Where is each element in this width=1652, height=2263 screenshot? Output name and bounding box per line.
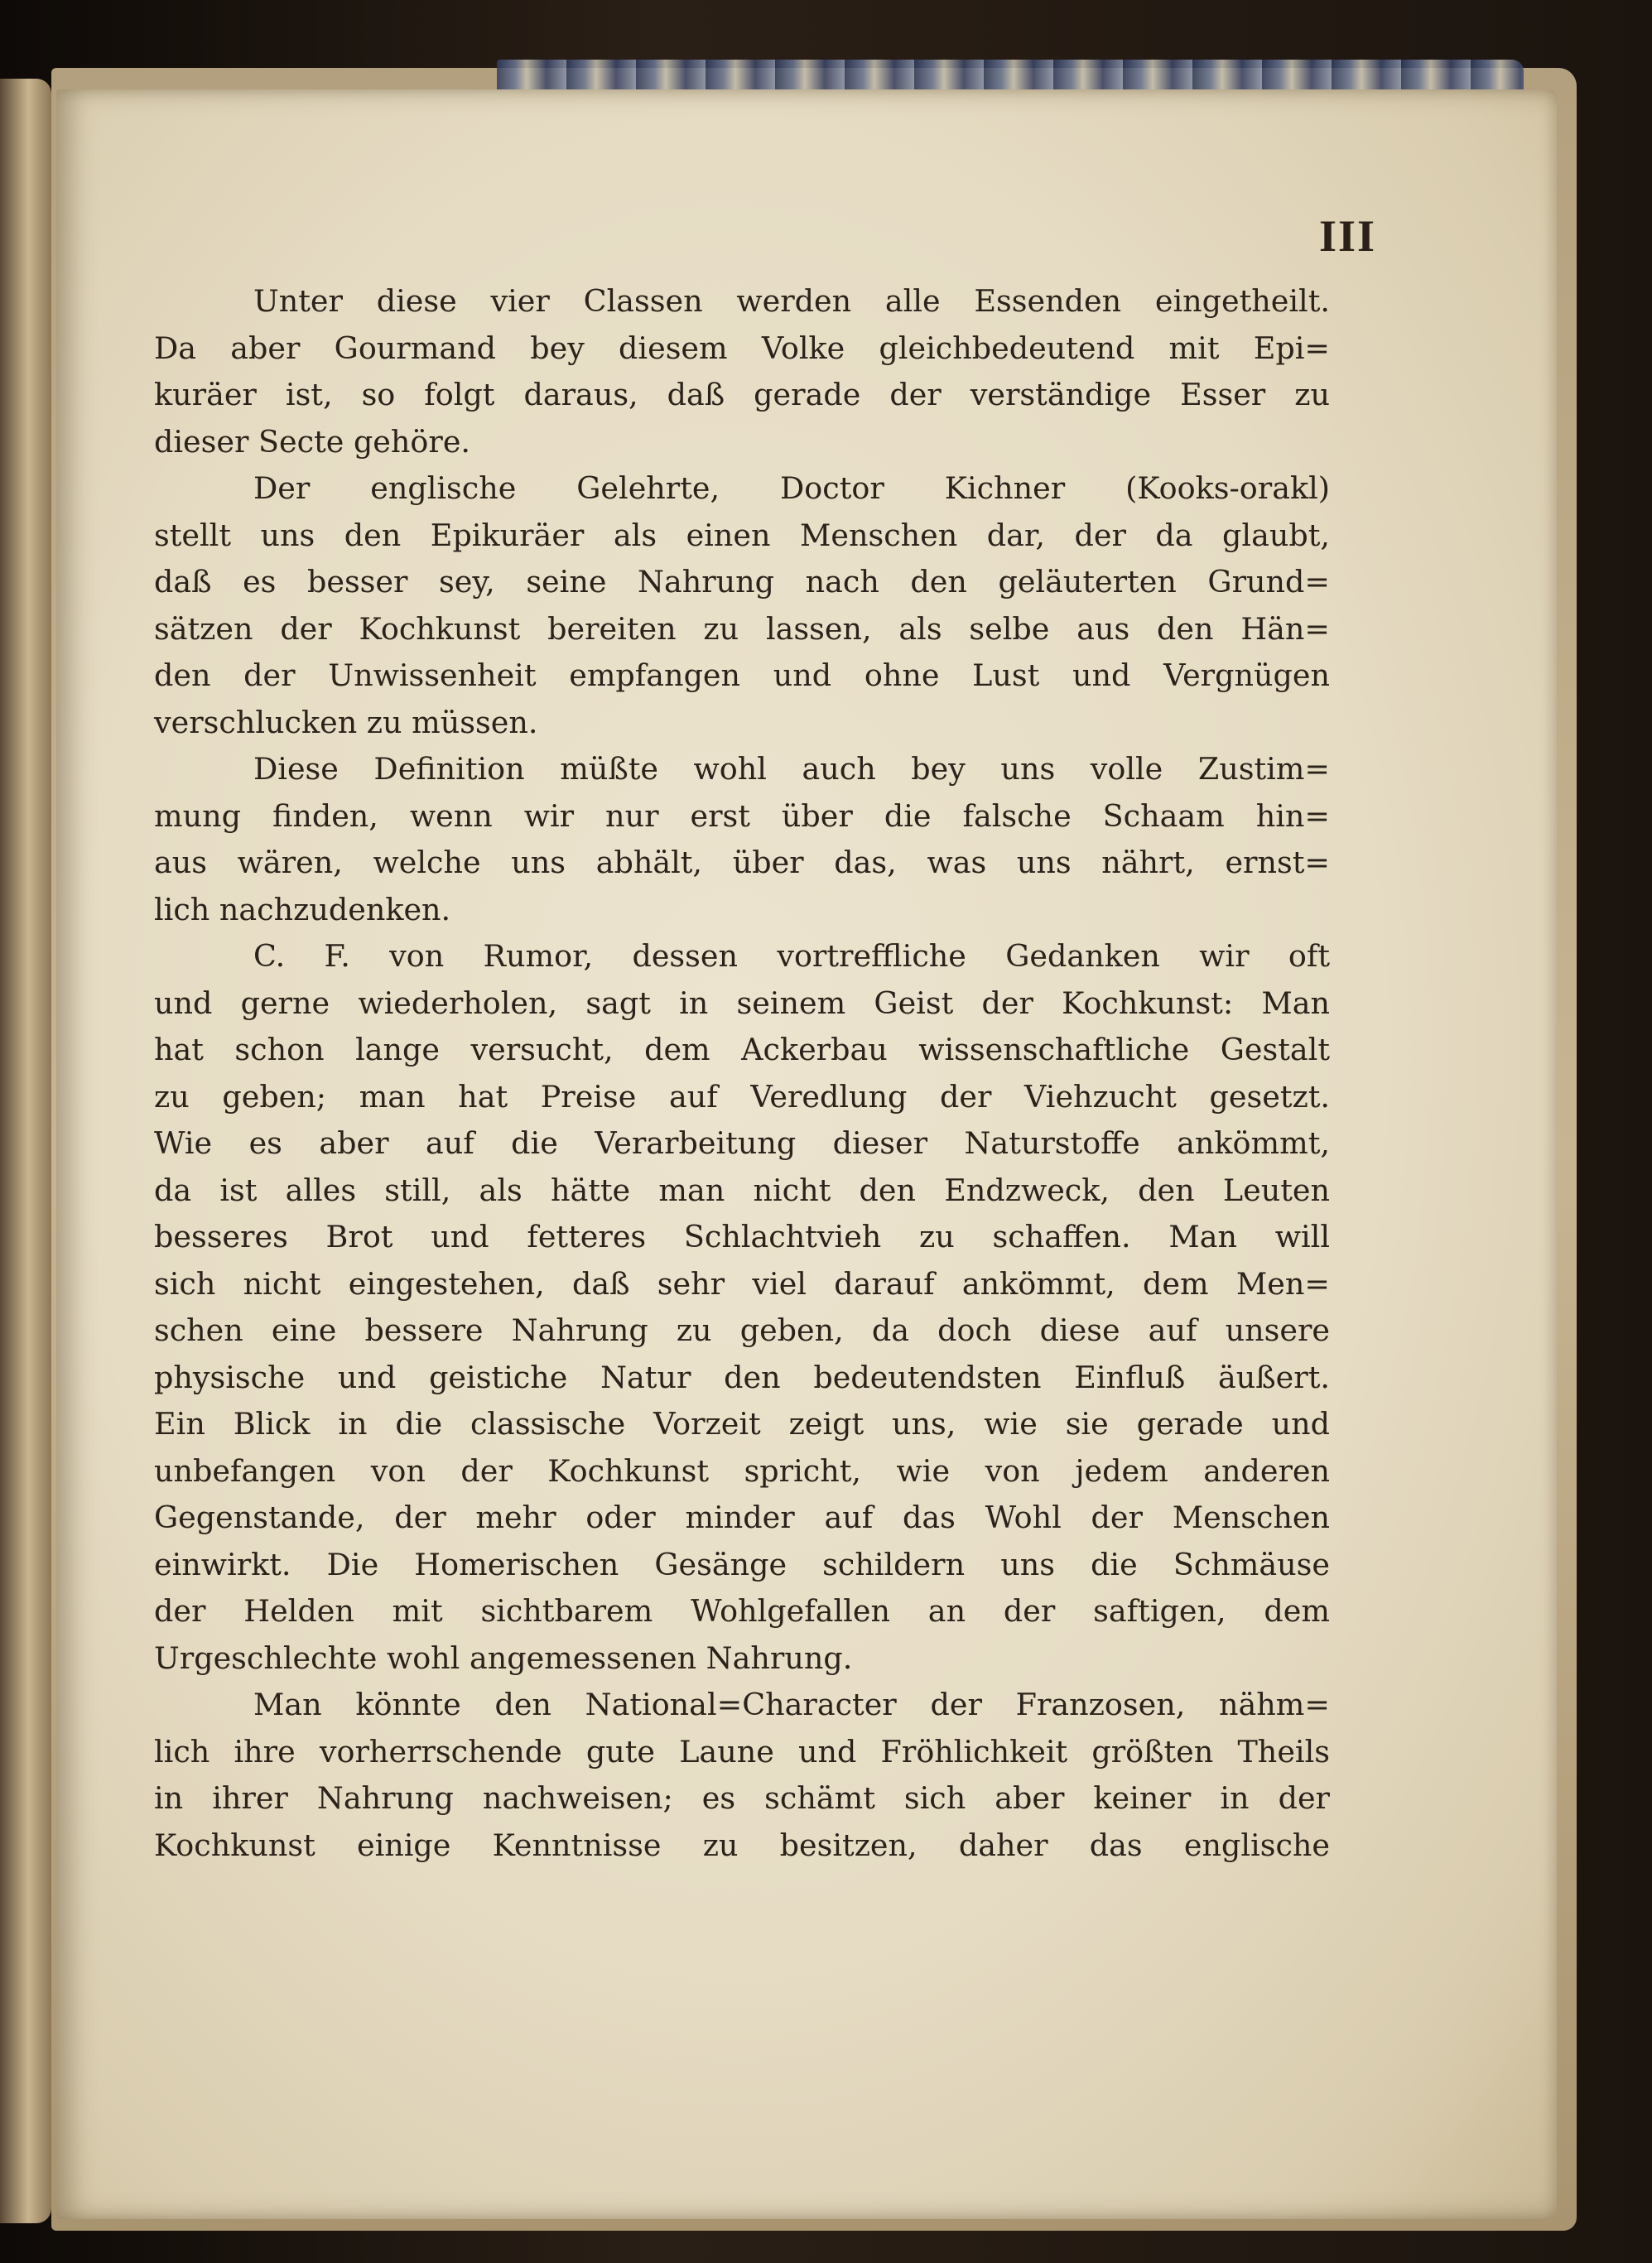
text-line: Wie es aber auf die Verarbeitung dieser Naturstoffe ankömmt, xyxy=(154,1125,1330,1161)
text-line: besseres Brot und fetteres Schlachtvieh zu schaffen. Man will xyxy=(154,1219,1330,1254)
text-line: Kochkunst einige Kenntnisse zu besitzen, daher das englische xyxy=(154,1827,1330,1863)
text-line: aus wären, welche uns abhält, über das, was uns nährt, ernst= xyxy=(154,845,1330,880)
text-line: physische und geistiche Natur den bedeutendsten Einfluß äußert. xyxy=(154,1359,1330,1395)
text-line: sich nicht eingestehen, daß sehr viel darauf ankömmt, dem Men= xyxy=(154,1265,1330,1302)
text-line: lich nachzudenken. xyxy=(154,891,451,927)
text-line: den der Unwissenheit empfangen und ohne Lust und Vergnügen xyxy=(154,657,1330,693)
text-line: schen eine bessere Nahrung zu geben, da doch diese auf unsere xyxy=(154,1312,1330,1348)
body-text xyxy=(154,278,1330,1869)
text-line: der Helden mit sichtbarem Wohlgefallen an der saftigen, dem xyxy=(154,1593,1330,1629)
text-line: Ein Blick in die classische Vorzeit zeigt uns, wie sie gerade und xyxy=(154,1406,1330,1442)
text-line: sätzen der Kochkunst bereiten zu lassen, als selbe aus den Hän= xyxy=(154,610,1330,647)
text-line: mung finden, wenn wir nur erst über die falsche Schaam hin= xyxy=(154,797,1330,834)
text-line: dieser Secte gehöre. xyxy=(154,423,471,460)
page-number: III xyxy=(1318,211,1376,261)
text-line: Urgeschlechte wohl angemessenen Nahrung. xyxy=(154,1639,853,1676)
text-line: lich ihre vorherrschende gute Laune und Fröhlichkeit größten Theils xyxy=(154,1733,1330,1769)
text-line: Da aber Gourmand bey diesem Volke gleichbedeutend mit Epi= xyxy=(154,330,1330,366)
text-line: Man könnte den National=Character der Franzosen, nähm= xyxy=(253,1687,1330,1722)
text-line: einwirkt. Die Homerischen Gesänge schildern uns die Schmäuse xyxy=(154,1546,1330,1582)
text-line: Unter diese vier Classen werden alle Essenden eingetheilt. xyxy=(253,283,1330,319)
text-line: Der englische Gelehrte, Doctor Kichner (Kooks-orakl) xyxy=(253,470,1330,506)
text-line: hat schon lange versucht, dem Ackerbau wissenschaftliche Gestalt xyxy=(154,1032,1330,1067)
left-page-edge xyxy=(0,79,51,2223)
text-line: kuräer ist, so folgt daraus, daß gerade der verständige Esser zu xyxy=(154,377,1330,412)
text-line: da ist alles still, als hätte man nicht den Endzweck, den Leuten xyxy=(154,1172,1330,1208)
text-line: stellt uns den Epikuräer als einen Menschen dar, der da glaubt, xyxy=(154,517,1330,553)
text-line: und gerne wiederholen, sagt in seinem Geist der Kochkunst: Man xyxy=(154,985,1330,1021)
text-line: daß es besser sey, seine Nahrung nach den geläuterten Grund= xyxy=(154,564,1330,599)
text-line: zu geben; man hat Preise auf Veredlung der Viehzucht gesetzt. xyxy=(154,1078,1330,1115)
text-line: C. F. von Rumor, dessen vortreffliche Gedanken wir oft xyxy=(253,938,1330,974)
text-line: Gegenstande, der mehr oder minder auf das Wohl der Menschen xyxy=(154,1500,1330,1535)
text-line: Diese Definition müßte wohl auch bey uns volle Zustim= xyxy=(253,751,1330,787)
text-line: verschlucken zu müssen. xyxy=(154,704,538,740)
text-line: unbefangen von der Kochkunst spricht, wie von jedem anderen xyxy=(154,1452,1330,1489)
text-line: in ihrer Nahrung nachweisen; es schämt sich aber keiner in der xyxy=(154,1780,1330,1816)
